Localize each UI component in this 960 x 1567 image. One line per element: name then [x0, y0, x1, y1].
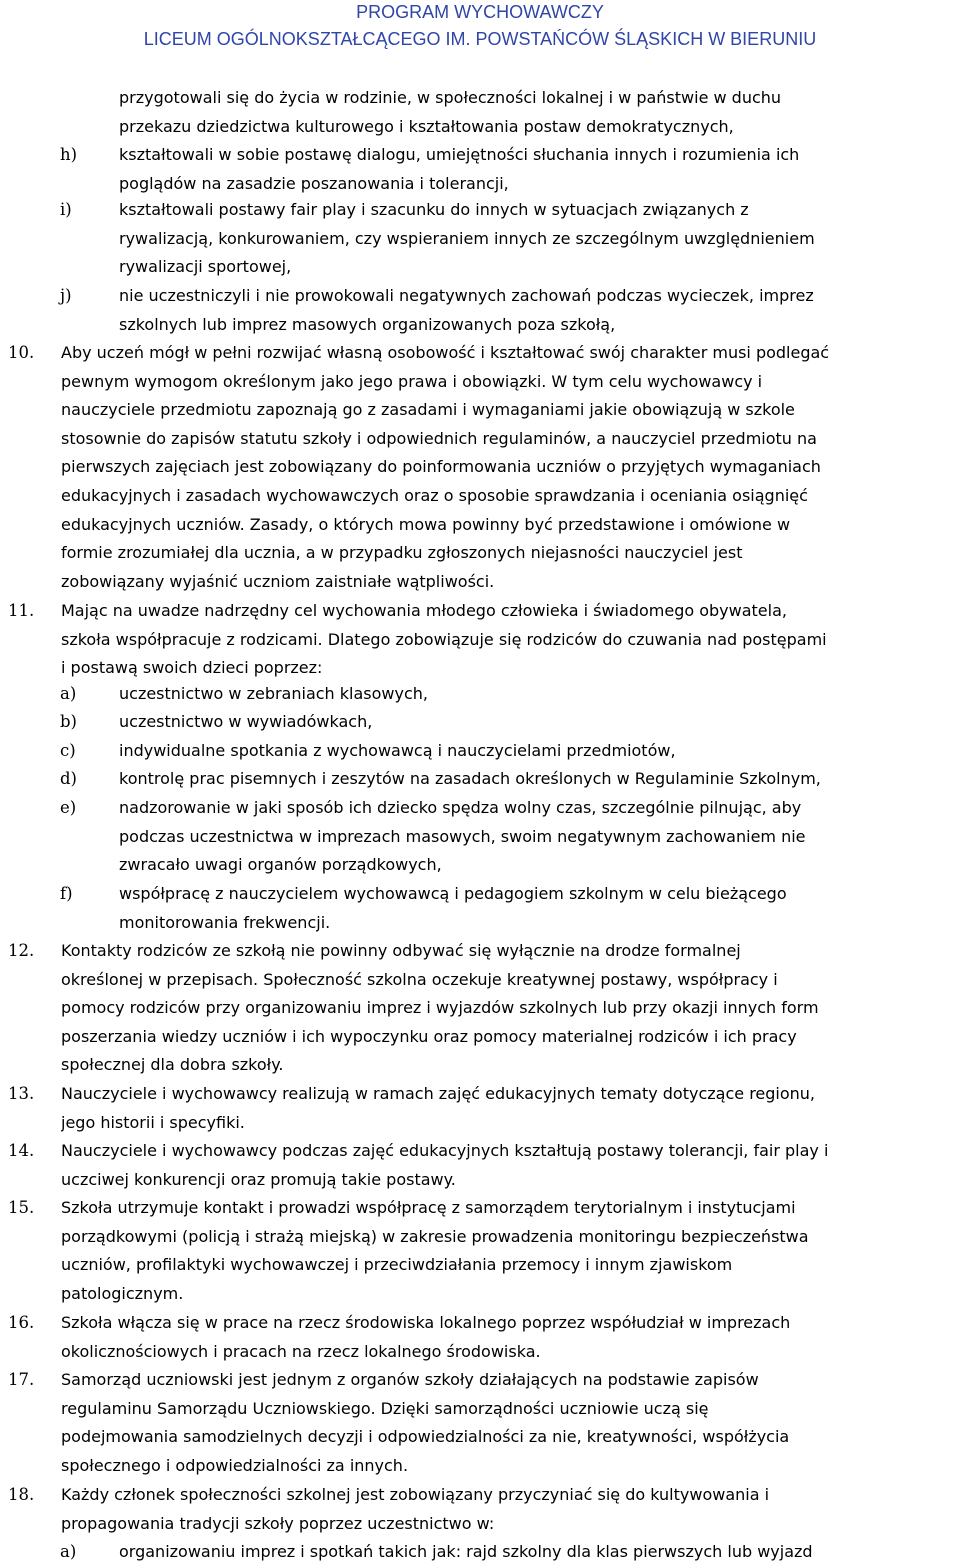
paragraph-number: 14.	[8, 1141, 35, 1160]
text-line: Szkoła włącza się w prace na rzecz środowiska lokalnego poprzez współudział w imprezach	[61, 1313, 791, 1332]
text-line: formie zrozumiałej dla ucznia, a w przypadku zgłoszonych niejasności nauczyciel jest	[61, 543, 743, 563]
paragraph-text	[119, 794, 942, 880]
paragraph-number: 11.	[8, 601, 35, 620]
text-line: propagowania tradycji szkoły poprzez uczestnictwo w:	[61, 1513, 495, 1533]
text-line: okolicznościowych i pracach na rzecz lokalnego środowiska.	[61, 1341, 541, 1361]
text-line: nadzorowanie w jaki sposób ich dziecko spędza wolny czas, szczególnie pilnując, aby	[119, 798, 802, 817]
text-line: organizowaniu imprez i spotkań takich jak: rajd szkolny dla klas pierwszych lub wyjazd	[119, 1542, 813, 1561]
text-line: szkolnych lub imprez masowych organizowanych poza szkołą,	[119, 314, 616, 334]
text-line: zobowiązany wyjaśnić uczniom zaistniałe wątpliwości.	[61, 571, 495, 591]
text-line: i postawą swoich dzieci poprzez:	[61, 658, 323, 678]
text-line: uczniów, profilaktyki wychowawczej i przeciwdziałania przemocy i innym zjawiskom	[61, 1255, 733, 1275]
header-school-name: LICEUM OGÓLNOKSZTAŁCĄCEGO IM. POWSTAŃCÓW ŚLĄSKICH W BIERUNIU	[143, 29, 817, 49]
paragraph-number: 10.	[8, 343, 35, 362]
paragraph-text	[119, 680, 942, 709]
paragraph-text	[119, 196, 942, 282]
text-line: pewnym wymogom określonym jako jego prawa i obowiązki. W tym celu wychowawcy i	[61, 371, 763, 391]
paragraph-text	[119, 1538, 942, 1567]
text-line: Mając na uwadze nadrzędny cel wychowania młodego człowieka i świadomego obywatela,	[61, 601, 787, 620]
text-line: patologicznym.	[61, 1283, 184, 1303]
text-line: edukacyjnych uczniów. Zasady, o których mowa powinny być przedstawione i omówione w	[61, 514, 791, 534]
text-line: Nauczyciele i wychowawcy realizują w ramach zajęć edukacyjnych tematy dotyczące regionu,	[61, 1084, 816, 1103]
list-letter: e)	[60, 798, 77, 817]
text-line: uczciwej konkurencji oraz promują takie postawy.	[61, 1169, 456, 1189]
list-letter: c)	[60, 741, 76, 760]
text-line: zwracało uwagi organów porządkowych,	[119, 855, 442, 875]
list-letter: d)	[60, 769, 77, 788]
text-line: kontrolę prac pisemnych i zeszytów na zasadach określonych w Regulaminie Szkolnym,	[119, 769, 821, 788]
text-line: stosownie do zapisów statutu szkoły i odpowiednich regulaminów, a nauczyciel przedmiotu na	[61, 428, 817, 448]
paragraph-text	[119, 765, 942, 794]
text-line: poszerzania wiedzy uczniów i ich wypoczynku oraz pomocy materialnej rodziców i ich pracy	[61, 1026, 797, 1046]
text-line: kształtowali postawy fair play i szacunku do innych w sytuacjach związanych z	[119, 200, 749, 219]
paragraph-number: 17.	[8, 1370, 35, 1389]
paragraph-number: 13.	[8, 1084, 35, 1103]
paragraph-text	[61, 1080, 942, 1137]
paragraph-number: 16.	[8, 1313, 35, 1332]
text-line: Nauczyciele i wychowawcy podczas zajęć edukacyjnych kształtują postawy tolerancji, fair play i	[61, 1141, 829, 1160]
text-line: rywalizacji sportowej,	[119, 257, 292, 277]
text-line: Samorząd uczniowski jest jednym z organów szkoły działających na podstawie zapisów	[61, 1370, 759, 1389]
paragraph-text	[61, 339, 942, 596]
text-line: Aby uczeń mógł w pełni rozwijać własną osobowość i kształtować swój charakter musi podlegać	[61, 343, 830, 362]
paragraph-text	[61, 597, 942, 683]
text-line: szkoła współpracuje z rodzicami. Dlatego zobowiązuje się rodziców do czuwania nad postępami	[61, 629, 827, 649]
paragraph-text	[61, 1481, 942, 1538]
paragraph-number: 12.	[8, 941, 35, 960]
text-line: Kontakty rodziców ze szkołą nie powinny odbywać się wyłącznie na drodze formalnej	[61, 941, 741, 960]
text-line: pierwszych zajęciach jest zobowiązany do poinformowania uczniów o przyjętych wymaganiach	[61, 457, 821, 477]
text-line: podejmowania samodzielnych decyzji i odpowiedzialności za nie, kreatywności, współżycia	[61, 1427, 790, 1447]
text-line: regulaminu Samorządu Uczniowskiego. Dzięki samorządności uczniowie uczą się	[61, 1398, 709, 1418]
paragraph-text	[119, 880, 942, 937]
text-line: rywalizacją, konkurowaniem, czy wspieraniem innych ze szczególnym uwzględnieniem	[119, 228, 815, 248]
list-letter: a)	[60, 1542, 77, 1561]
text-line: monitorowania frekwencji.	[119, 912, 331, 932]
paragraph-text	[61, 1137, 942, 1194]
list-letter: j)	[60, 286, 72, 305]
text-line: Szkoła utrzymuje kontakt i prowadzi współpracę z samorządem terytorialnym i instytucjami	[61, 1198, 796, 1217]
text-line: społecznego i odpowiedzialności za innych.	[61, 1455, 409, 1475]
text-line: uczestnictwo w wywiadówkach,	[119, 712, 373, 731]
text-line: społecznej dla dobra szkoły.	[61, 1055, 284, 1075]
text-line: podczas uczestnictwa w imprezach masowych, swoim negatywnym zachowaniem nie	[119, 826, 806, 846]
list-letter: i)	[60, 200, 72, 219]
text-line: nauczyciele przedmiotu zapoznają go z zasadami i wymaganiami jakie obowiązują w szkole	[61, 400, 795, 420]
text-line: edukacyjnych i zasadach wychowawczych oraz o sposobie sprawdzania i oceniania osiągnięć	[61, 485, 808, 505]
text-line: przygotowali się do życia w rodzinie, w społeczności lokalnej i w państwie w duchu	[119, 88, 782, 107]
text-line: przekazu dziedzictwa kulturowego i kształtowania postaw demokratycznych,	[119, 116, 734, 136]
paragraph-text	[119, 141, 942, 198]
list-letter: h)	[60, 145, 78, 164]
paragraph-text	[119, 708, 942, 737]
text-line: określonej w przepisach. Społeczność szkolna oczekuje kreatywnej postawy, współpracy i	[61, 969, 778, 989]
paragraph-number: 15.	[8, 1198, 35, 1217]
paragraph-number: 18.	[8, 1485, 35, 1504]
paragraph-text	[119, 737, 942, 766]
paragraph-text	[61, 937, 942, 1080]
text-line: współpracę z nauczycielem wychowawcą i pedagogiem szkolnym w celu bieżącego	[119, 884, 787, 903]
list-letter: b)	[60, 712, 77, 731]
text-line: poglądów na zasadzie poszanowania i tolerancji,	[119, 173, 509, 193]
text-line: porządkowymi (policją i strażą miejską) w zakresie prowadzenia monitoringu bezpieczeństwa	[61, 1226, 809, 1246]
text-line: kształtowali w sobie postawę dialogu, umiejętności słuchania innych i rozumienia ich	[119, 145, 800, 164]
list-letter: a)	[60, 684, 77, 703]
paragraph-text	[61, 1194, 942, 1308]
text-line: nie uczestniczyli i nie prowokowali negatywnych zachowań podczas wycieczek, imprez	[119, 286, 814, 305]
paragraph-text	[61, 1309, 942, 1366]
paragraph-text	[61, 1366, 942, 1480]
text-line: Każdy członek społeczności szkolnej jest zobowiązany przyczyniać się do kultywowania i	[61, 1485, 770, 1504]
text-line: uczestnictwo w zebraniach klasowych,	[119, 684, 428, 703]
list-letter: f)	[60, 884, 73, 903]
text-line: indywidualne spotkania z wychowawcą i nauczycielami przedmiotów,	[119, 741, 676, 760]
paragraph-text	[119, 282, 942, 339]
header-title: PROGRAM WYCHOWAWCZY	[356, 2, 604, 22]
text-line: pomocy rodziców przy organizowaniu imprez i wyjazdów szkolnych lub przy okazji innych form	[61, 998, 819, 1018]
paragraph-text	[119, 84, 942, 141]
text-line: jego historii i specyfiki.	[61, 1112, 245, 1132]
